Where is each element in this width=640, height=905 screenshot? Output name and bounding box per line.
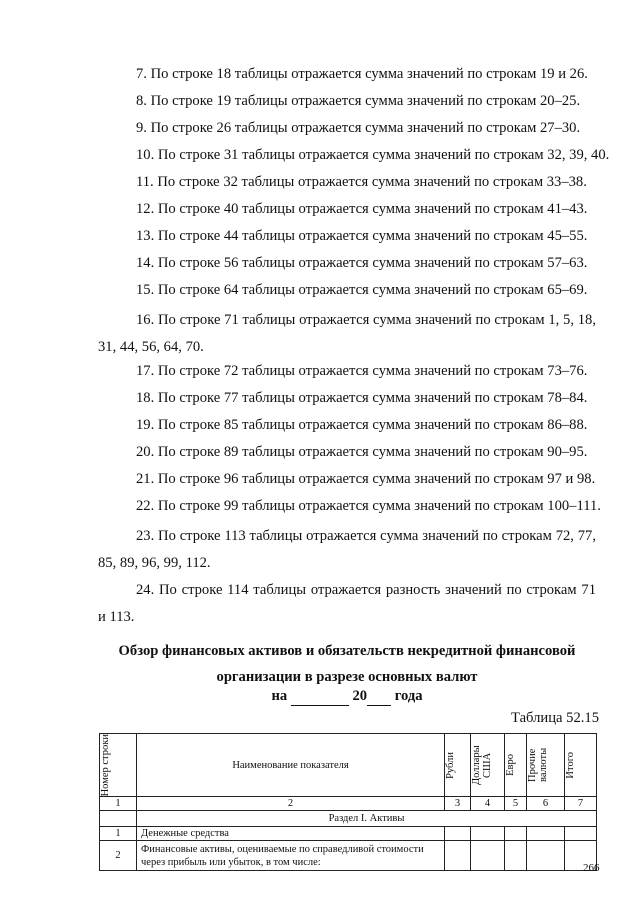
paragraph-15: 15. По строке 64 таблицы отражается сумма значений по строкам 65–69. (136, 282, 588, 298)
row-name: Денежные средства (137, 827, 445, 841)
header-rubles: Рубли (445, 734, 471, 797)
day-blank (291, 688, 349, 706)
paragraph-20: 20. По строке 89 таблицы отражается сумма значений по строкам 90–95. (136, 444, 588, 460)
column-number: 3 (445, 797, 471, 811)
value-cell (505, 841, 527, 871)
paragraph-10: 10. По строке 31 таблицы отражается сумма значений по строкам 32, 39, 40. (136, 147, 610, 163)
column-number-row (100, 797, 597, 811)
paragraph-17: 17. По строке 72 таблицы отражается сумма значений по строкам 73–76. (136, 363, 588, 379)
paragraph-12: 12. По строке 40 таблицы отражается сумма значений по строкам 41–43. (136, 201, 588, 217)
column-number: 6 (527, 797, 565, 811)
row-number: 1 (100, 827, 137, 841)
table-row (100, 841, 597, 871)
section-spacer (100, 811, 137, 827)
section-row (100, 811, 597, 827)
paragraph-14: 14. По строке 56 таблицы отражается сумма значений по строкам 57–63. (136, 255, 588, 271)
paragraph-19: 19. По строке 85 таблицы отражается сумма значений по строкам 86–88. (136, 417, 588, 433)
paragraph-18: 18. По строке 77 таблицы отражается сумма значений по строкам 78–84. (136, 390, 588, 406)
header-indicator-name: Наименование показателя (137, 734, 445, 797)
date-line (98, 688, 596, 706)
header-euro: Евро (505, 734, 527, 797)
page-number: 266 (583, 862, 600, 874)
value-cell (445, 827, 471, 841)
value-cell (565, 827, 597, 841)
paragraph-9: 9. По строке 26 таблицы отражается сумма значений по строкам 27–30. (136, 120, 581, 136)
column-number: 5 (505, 797, 527, 811)
paragraph-16: 16. По строке 71 таблицы отражается сумма значений по строкам 1, 5, 18, 31, 44, 56, 64, 70. (98, 312, 596, 355)
row-number: 2 (100, 841, 137, 871)
table-number: Таблица 52.15 (511, 710, 599, 726)
paragraph-8: 8. По строке 19 таблицы отражается сумма значений по строкам 20–25. (136, 93, 581, 109)
value-cell (505, 827, 527, 841)
row-name: Финансовые активы, оцениваемые по справедливой стоимости через прибыль или убыток, в том числе: (137, 841, 445, 871)
paragraph-21: 21. По строке 96 таблицы отражается сумма значений по строкам 97 и 98. (136, 471, 596, 487)
date-year: 20 (352, 688, 368, 704)
value-cell (527, 827, 565, 841)
value-cell (471, 827, 505, 841)
date-suffix: года (394, 688, 423, 704)
value-cell (527, 841, 565, 871)
paragraph-24: 24. По строке 114 таблицы отражается разность значений по строкам 71 и 113. (98, 582, 596, 625)
header-row-number: Номер строки (100, 734, 137, 797)
value-cell (471, 841, 505, 871)
table-row (100, 827, 597, 841)
column-number: 2 (137, 797, 445, 811)
year-blank (367, 688, 391, 706)
table-title-line-2: организации в разрезе основных валют (216, 669, 478, 685)
paragraph-23: 23. По строке 113 таблицы отражается сумма значений по строкам 72, 77, 85, 89, 96, 99, 112. (98, 528, 596, 571)
paragraph-7: 7. По строке 18 таблицы отражается сумма значений по строкам 19 и 26. (136, 66, 588, 82)
section-title: Раздел I. Активы (137, 811, 597, 827)
value-cell (445, 841, 471, 871)
paragraph-11: 11. По строке 32 таблицы отражается сумма значений по строкам 33–38. (136, 174, 587, 190)
header-total: Итого (565, 734, 597, 797)
column-number: 4 (471, 797, 505, 811)
column-number: 1 (100, 797, 137, 811)
column-number: 7 (565, 797, 597, 811)
header-row (100, 734, 597, 797)
table-title-line-1: Обзор финансовых активов и обязательств некредитной финансовой (118, 643, 576, 659)
paragraph-22: 22. По строке 99 таблицы отражается сумма значений по строкам 100–111. (136, 498, 601, 514)
header-usd: Доллары США (471, 734, 505, 797)
header-other-currencies: Прочие валюты (527, 734, 565, 797)
currency-table (99, 733, 597, 871)
date-prefix: на (271, 688, 288, 704)
paragraph-13: 13. По строке 44 таблицы отражается сумма значений по строкам 45–55. (136, 228, 588, 244)
